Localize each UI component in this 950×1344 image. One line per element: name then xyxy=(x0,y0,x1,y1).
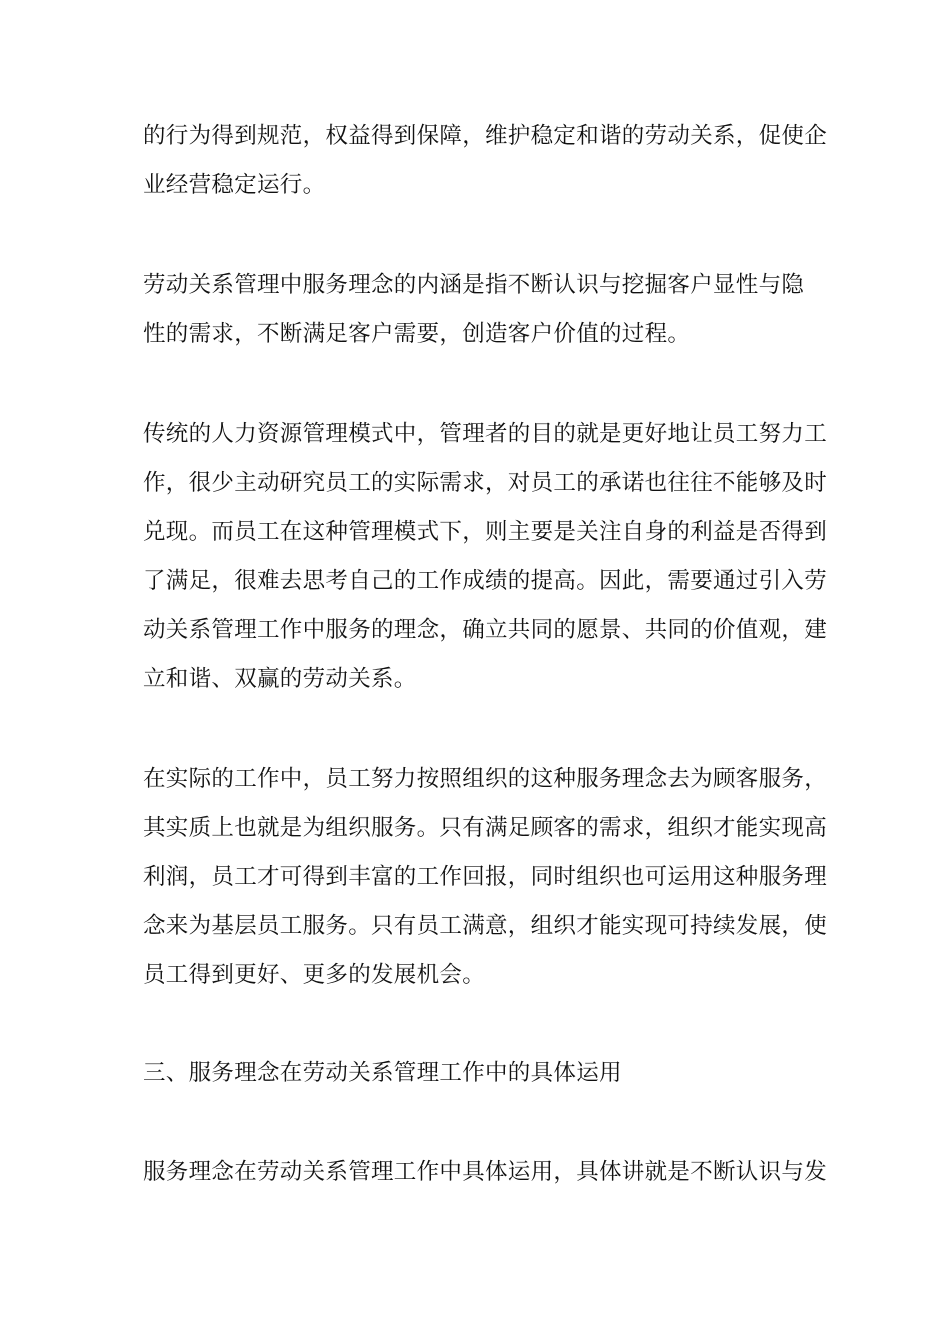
paragraph-line: 动关系管理工作中服务的理念，确立共同的愿景、共同的价值观，建 xyxy=(143,617,828,643)
paragraph-line: 性的需求，不断满足客户需要，创造客户价值的过程。 xyxy=(143,321,691,347)
paragraph-line: 传统的人力资源管理模式中，管理者的目的就是更好地让员工努力工 xyxy=(143,421,828,447)
section-heading xyxy=(143,1049,809,1098)
paragraph-1 xyxy=(143,112,828,210)
paragraph-2 xyxy=(143,261,809,359)
paragraph-line: 在实际的工作中，员工努力按照组织的这种服务理念去为顾客服务， xyxy=(143,766,828,792)
paragraph-line: 念来为基层员工服务。只有员工满意，组织才能实现可持续发展，使 xyxy=(143,913,828,939)
paragraph-3 xyxy=(143,410,828,704)
paragraph-line: 利润，员工才可得到丰富的工作回报，同时组织也可运用这种服务理 xyxy=(143,864,828,890)
paragraph-line: 服务理念在劳动关系管理工作中具体运用，具体讲就是不断认识与发 xyxy=(143,1159,828,1185)
paragraph-line: 其实质上也就是为组织服务。只有满足顾客的需求，组织才能实现高 xyxy=(143,815,828,841)
paragraph-line: 业经营稳定运行。 xyxy=(143,172,326,198)
paragraph-line: 作，很少主动研究员工的实际需求，对员工的承诺也往往不能够及时 xyxy=(143,470,828,496)
section-heading-line: 三、服务理念在劳动关系管理工作中的具体运用 xyxy=(143,1060,622,1086)
paragraph-4 xyxy=(143,755,828,1000)
paragraph-line: 立和谐、双赢的劳动关系。 xyxy=(143,666,417,692)
paragraph-line: 劳动关系管理中服务理念的内涵是指不断认识与挖掘客户显性与隐 xyxy=(143,272,805,298)
paragraph-line: 兑现。而员工在这种管理模式下，则主要是关注自身的利益是否得到 xyxy=(143,519,828,545)
paragraph-line: 员工得到更好、更多的发展机会。 xyxy=(143,962,486,988)
paragraph-line: 的行为得到规范，权益得到保障，维护稳定和谐的劳动关系，促使企 xyxy=(143,123,828,149)
paragraph-line: 了满足，很难去思考自己的工作成绩的提高。因此，需要通过引入劳 xyxy=(143,568,828,594)
paragraph-5 xyxy=(143,1148,828,1197)
